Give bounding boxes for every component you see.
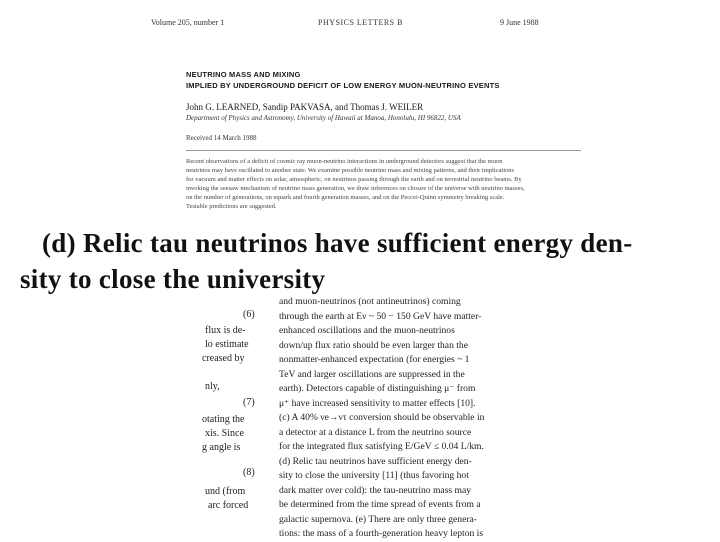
abstract-line: on the number of generations, on equark and fourth generation masses, and on the Peccei-Quinn symmetry breaking scale. — [186, 194, 505, 201]
body-text-line: down/up flux ratio should be even larger than the — [279, 339, 468, 351]
body-text-line: enhanced oscillations and the muon-neutrinos — [279, 325, 455, 336]
left-column-fragment: flux is de- — [205, 325, 246, 336]
body-text-line: nonmatter-enhanced expectation (for energies ~ 1 — [279, 354, 470, 365]
abstract-line: Testable predictions are suggested. — [186, 203, 277, 210]
body-text-line: sity to close the university [11] (thus favoring hot — [279, 470, 469, 481]
left-column-fragment: nly, — [205, 381, 220, 392]
journal-volume: Volume 205, number 1 — [151, 18, 225, 27]
article-affiliation: Department of Physics and Astronomy, University of Hawaii at Manoa, Honolulu, HI 96822, USA — [186, 114, 461, 122]
journal-date: 9 June 1988 — [500, 18, 539, 27]
body-text-line: dark matter over cold): the tau-neutrino mass may — [279, 484, 472, 496]
body-text-line: for the integrated flux satisfying E/GeV ≤ 0.04 L/km. — [279, 441, 484, 452]
abstract-line: for vacuum and matter effects on solar, atmospheric, on neutrinos passing through the earth and on terrestrial neutrino beams. By — [186, 176, 522, 183]
left-column-fragment: arc forced — [208, 500, 249, 511]
body-text-line: and muon-neutrinos (not antineutrinos) coming — [279, 296, 461, 307]
left-column-fragment: otating the — [202, 414, 245, 425]
article-title-line-2: IMPLIED BY UNDERGROUND DEFICIT OF LOW ENERGY MUON-NEUTRINO EVENTS — [186, 81, 500, 90]
body-text-line: a detector at a distance L from the neutrino source — [279, 426, 472, 438]
equation-number: (7) — [243, 397, 255, 408]
body-text-line: galactic supernova. (e) There are only three genera- — [279, 513, 477, 525]
body-text-line: earth). Detectors capable of distinguishing μ⁻ from — [279, 383, 476, 394]
body-text-line: tions: the mass of a fourth-generation heavy lepton is — [279, 528, 484, 539]
body-text-line: TeV and larger oscillations are suppressed in the — [279, 368, 465, 380]
abstract-line: neutrinos may have oscillated to another state. We examine possible neutrino mass and mixing patterns, and their implications — [186, 167, 515, 174]
equation-number: (8) — [243, 467, 255, 478]
left-column-fragment: creased by — [202, 353, 245, 364]
abstract-divider-top — [186, 150, 581, 151]
abstract-line: Recent observations of a deficit of cosmic ray muon-neutrino interactions in underground detectors suggest that the muon — [186, 158, 503, 165]
body-text-line: through the earth at Eν ~ 50 − 150 GeV have matter- — [279, 310, 482, 322]
left-column-fragment: und (from — [205, 486, 246, 497]
received-date: Received 14 March 1988 — [186, 134, 257, 142]
body-text-line: (d) Relic tau neutrinos have sufficient energy den- — [279, 455, 472, 467]
left-column-fragment: xis. Since — [205, 428, 244, 439]
highlight-line-2: sity to close the university — [20, 264, 326, 294]
left-column-fragment: lo estimate — [205, 339, 249, 350]
body-text-line: be determined from the time spread of events from a — [279, 499, 481, 510]
left-column-fragment: g angle is — [202, 442, 241, 453]
highlight-line-1: (d) Relic tau neutrinos have sufficient energy den- — [42, 228, 633, 258]
body-text-line: μ⁺ have increased sensitivity to matter effects [10]. — [279, 397, 476, 409]
journal-name: PHYSICS LETTERS B — [318, 18, 403, 27]
abstract-line: invoking the seesaw mechanism of neutrino mass generation, we draw inferences on closure of the universe with neutrino masses, — [186, 185, 525, 192]
body-text-line: (c) A 40% νe→ντ conversion should be observable in — [279, 412, 485, 423]
article-title-line-1: NEUTRINO MASS AND MIXING — [186, 70, 301, 79]
article-authors: John G. LEARNED, Sandip PAKVASA, and Thomas J. WEILER — [186, 102, 424, 112]
equation-number: (6) — [243, 309, 255, 320]
